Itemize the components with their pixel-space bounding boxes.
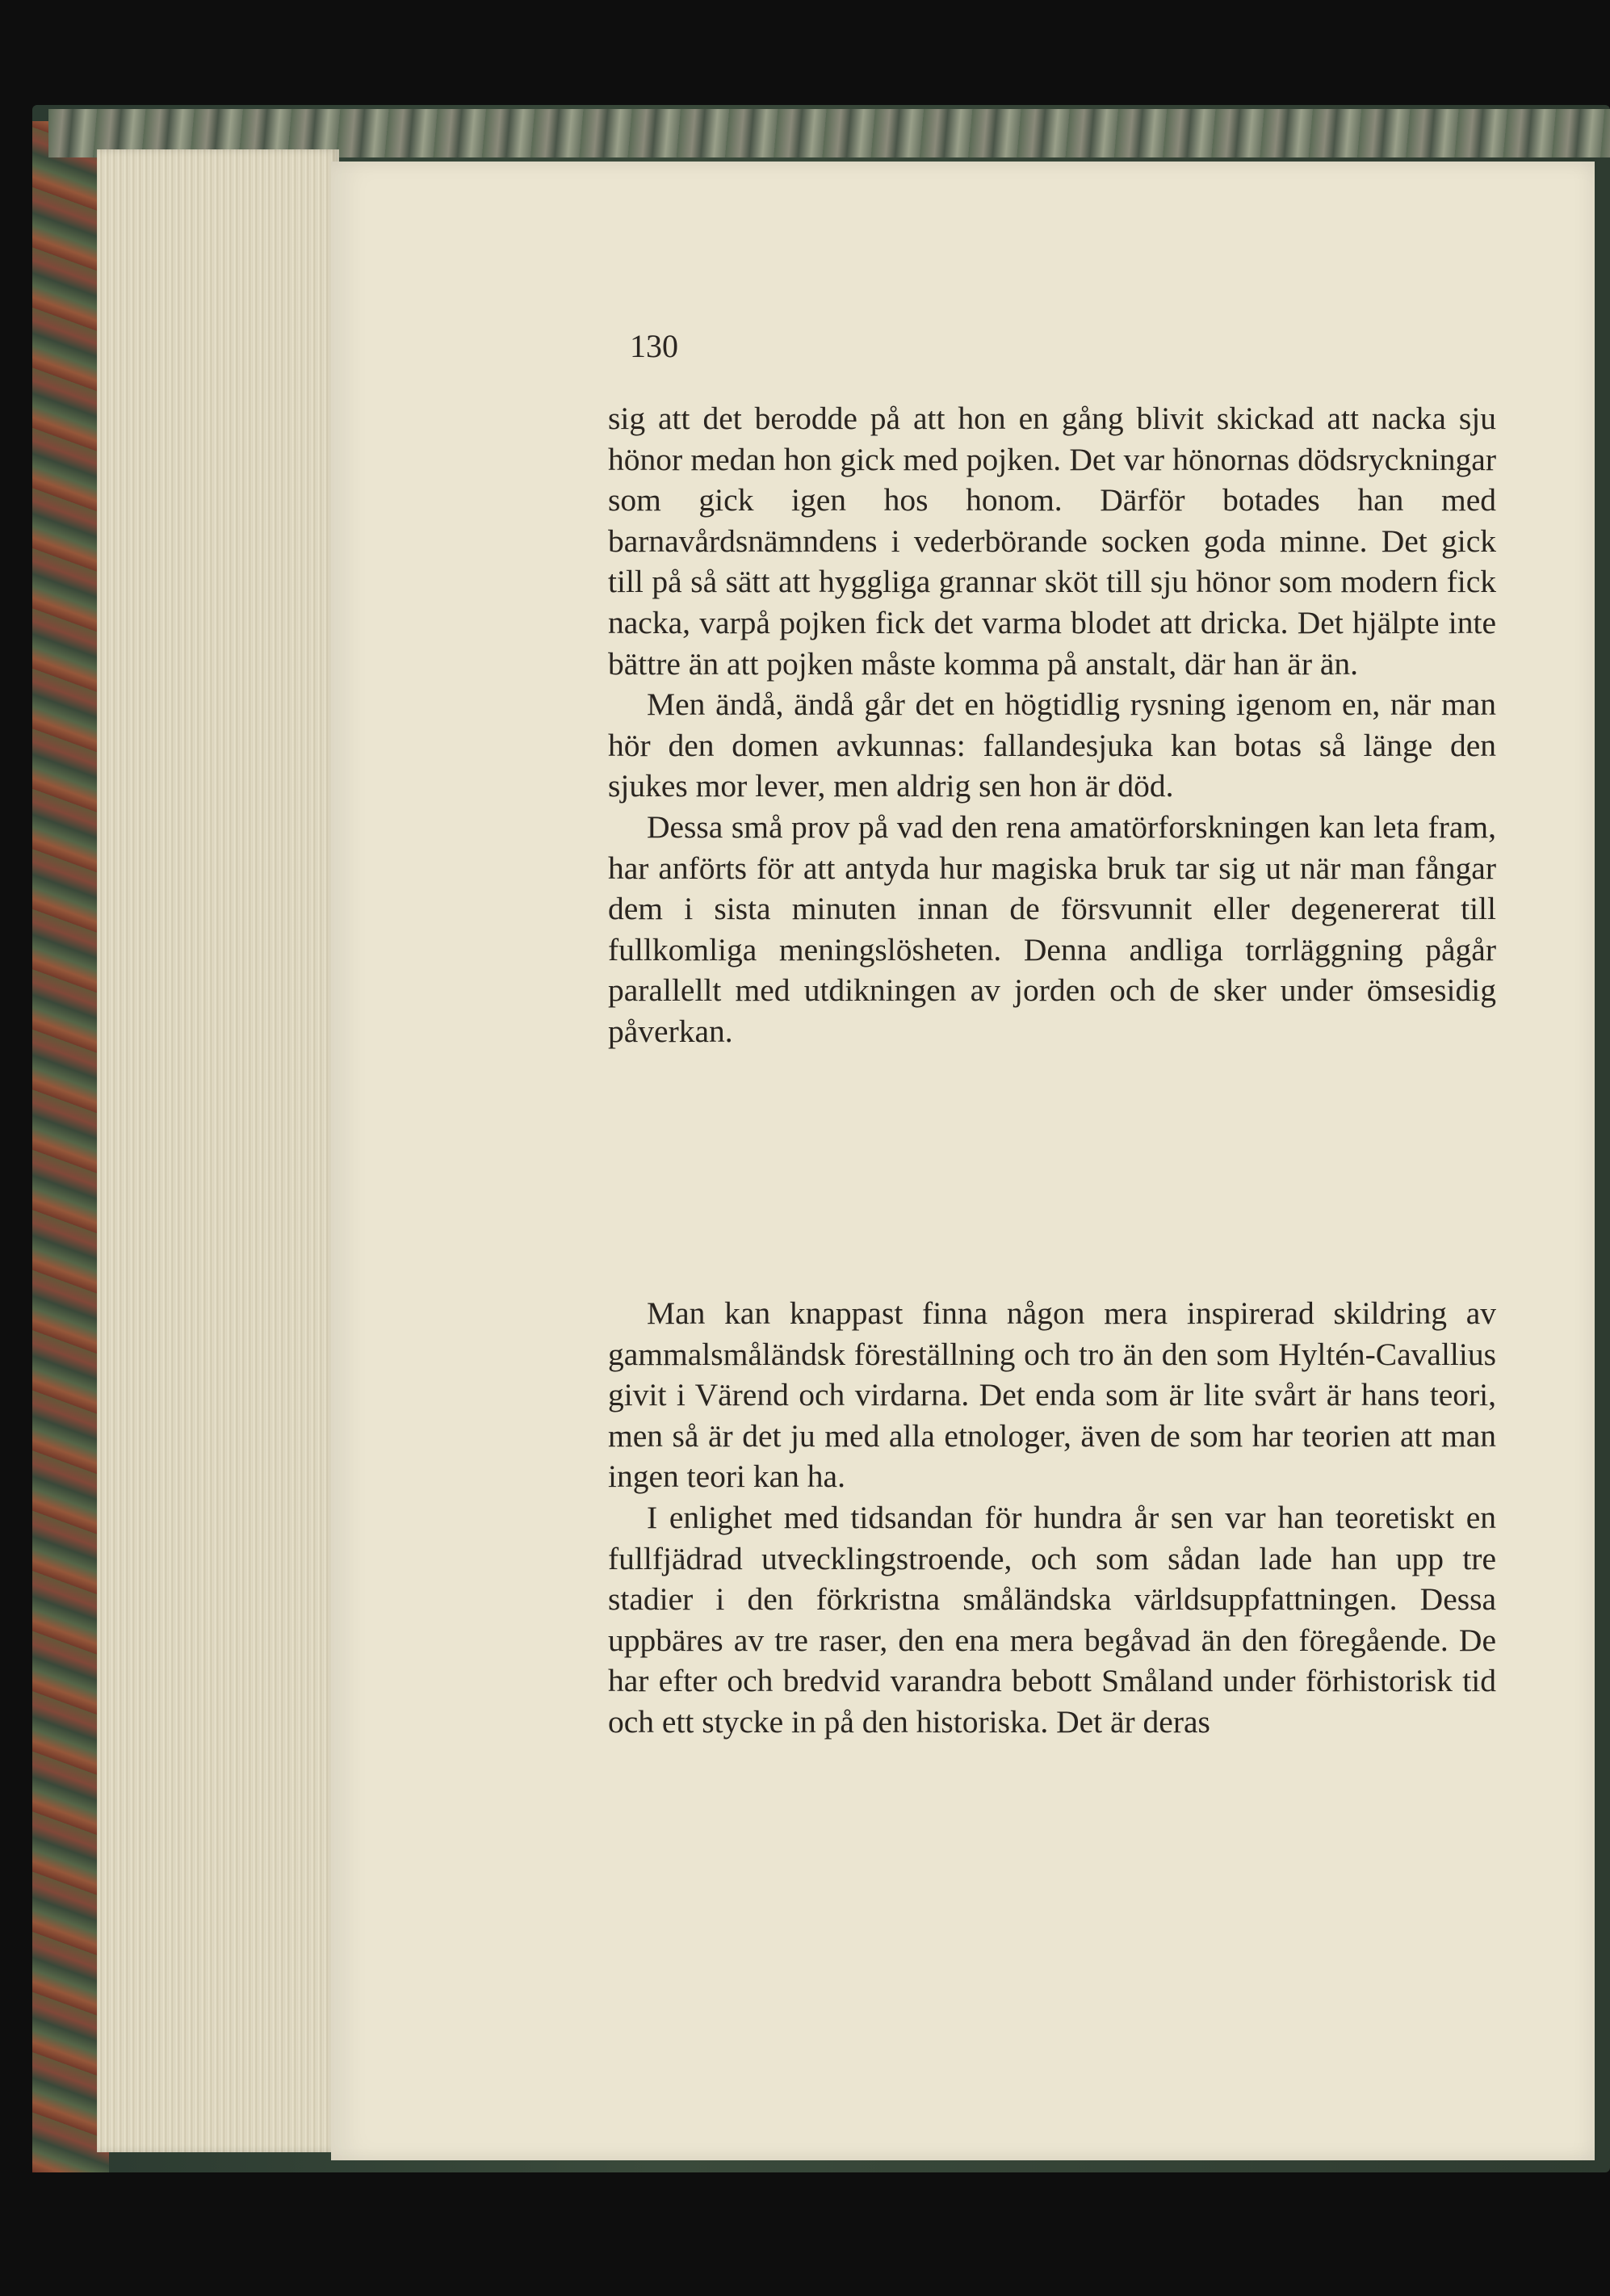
page-number: 130 — [630, 328, 678, 364]
paragraph: Man kan knappast finna någon mera inspirerad skildring av gammalsmåländsk föreställning och tro än den som Hyltén-Cavallius givit i Värend och virdarna. Det enda som är lite svårt är hans teori, men så är det ju med alla etnologer, även de som har teorien att man ingen teori kan ha. — [608, 1295, 1496, 1495]
paragraph: sig att det berodde på att hon en gång blivit skickad att nacka sju hönor medan hon gick med pojken. Det var hönornas dödsryckningar som gick igen hos honom. Därför botades han med barnavårdsnämndens i vederbörande socken goda minne. Det gick till på så sätt att hyggliga grannar sköt till sju hönor som modern fick nacka, varpå pojken fick det varma blodet att dricka. Det hjälpte inte bättre än att pojken måste komma på anstalt, där han är än. — [608, 401, 1496, 682]
paragraph: I enlighet med tidsandan för hundra år sen var han teoretiskt en fullfjädrad utvecklingstroende, och som sådan lade han upp tre stadier i den förkristna småländska världsuppfattningen. Dessa uppbäres av tre raser, den ena mera begåvad än den föregående. De har efter och bredvid varandra bebott Småland under förhistorisk tid och ett stycke in på den historiska. Det är deras — [608, 1499, 1496, 1740]
text-section-1 — [608, 398, 1496, 1052]
paragraph: Dessa små prov på vad den rena amatörforskningen kan leta fram, har anförts för att antyda hur magiska bruk tar sig ut när man fångar dem i sista minuten innan de försvunnit eller degenererat till fullkomliga meningslösheten. Denna andliga torrläggning pågår parallellt med utdikningen av jorden och de sker under ömsesidig påverkan. — [608, 808, 1496, 1049]
paragraph: Men ändå, ändå går det en högtidlig rysning igenom en, när man hör den domen avkunnas: fallandesjuka kan botas så länge den sjukes mor lever, men aldrig sen hon är död. — [608, 686, 1496, 804]
page-stack — [97, 149, 339, 2152]
text-section-2 — [608, 1293, 1496, 1743]
